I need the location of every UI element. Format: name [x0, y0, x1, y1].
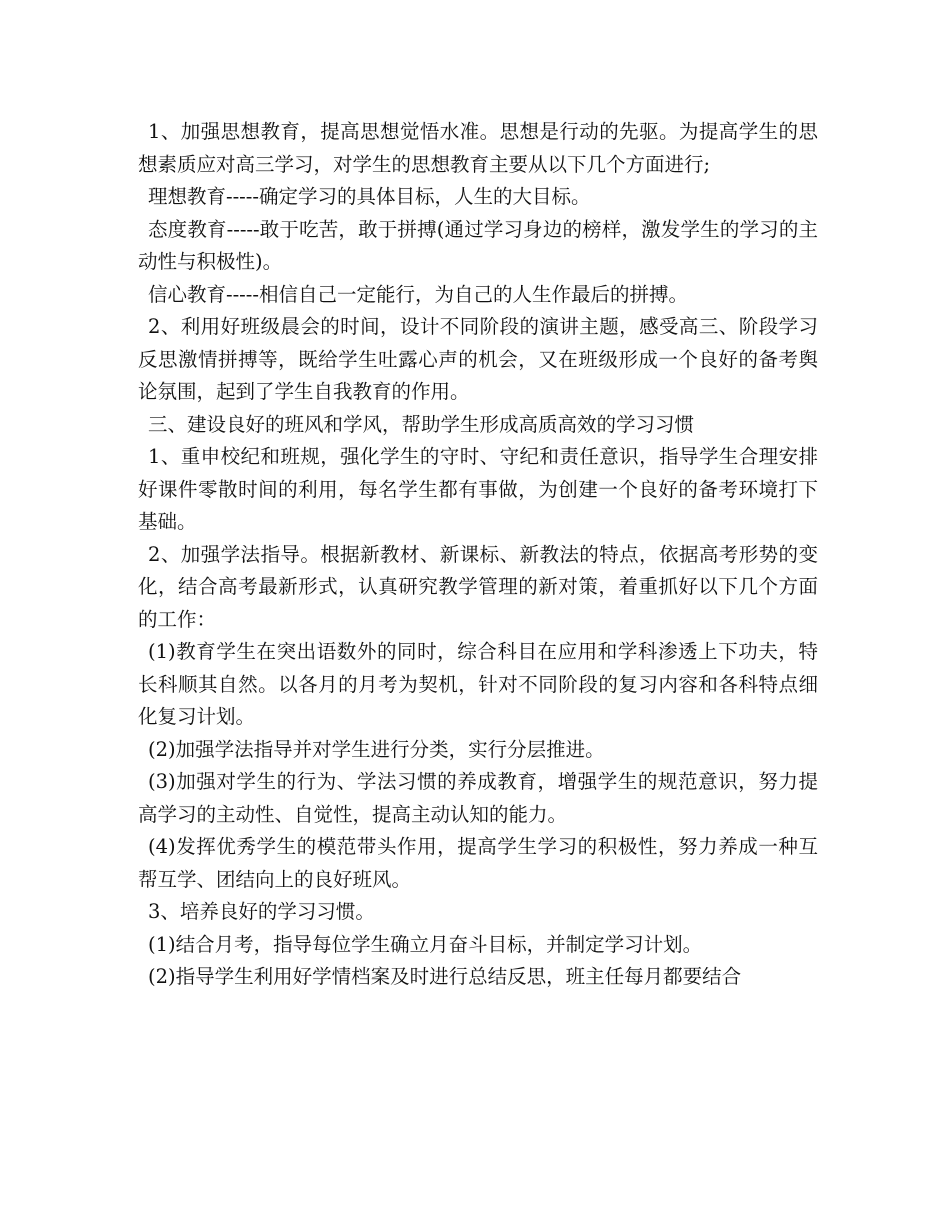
paragraph: 3、培养良好的学习习惯。 [148, 900, 375, 923]
paragraph: (1)结合月考，指导每位学生确立月奋斗目标，并制定学习计划。 [148, 932, 703, 956]
paragraph: 1、重申校纪和班规，强化学生的守时、守纪和责任意识，指导学生合理安排好课件零散时间的利用，每名学生都有事做，为创建一个良好的备考环境打下基础。 [138, 445, 818, 533]
paragraph: 2、加强学法指导。根据新教材、新课标、新教法的特点，依据高考形势的变化，结合高考最新形式，认真研究教学管理的新对策，着重抓好以下几个方面的工作： [138, 542, 818, 631]
paragraph: (4)发挥优秀学生的模范带头作用，提高学生学习的积极性，努力养成一种互帮互学、团结向上的良好班风。 [138, 835, 818, 891]
paragraph: (2)加强学法指导并对学生进行分类，实行分层推进。 [148, 737, 605, 761]
paragraph: 1、加强思想教育，提高思想觉悟水准。思想是行动的先驱。为提高学生的思想素质应对高三学习，对学生的思想教育主要从以下几个方面进行; [138, 120, 818, 176]
paragraph: 信心教育-----相信自己一定能行，为自己的人生作最后的拼搏。 [148, 282, 688, 306]
paragraph: (1)教育学生在突出语数外的同时，综合科目在应用和学科渗透上下功夫，特长科顺其自然。以各月的月考为契机，针对不同阶段的复习内容和各科特点细化复习计划。 [138, 640, 818, 728]
paragraph: 2、利用好班级晨会的时间，设计不同阶段的演讲主题，感受高三、阶段学习反思激情拼搏等，既给学生吐露心声的机会，又在班级形成一个良好的备考舆论氛围，起到了学生自我教育的作用。 [138, 315, 818, 403]
section-heading: 三、建设良好的班风和学风，帮助学生形成高质高效的学习习惯 [148, 412, 695, 436]
document-body [138, 116, 818, 994]
paragraph: 态度教育-----敢于吃苦，敢于拼搏(通过学习身边的榜样，激发学生的学习的主动性与积极性)。 [138, 217, 818, 273]
paragraph: 理想教育-----确定学习的具体目标，人生的大目标。 [148, 185, 591, 208]
paragraph: (3)加强对学生的行为、学法习惯的养成教育，增强学生的规范意识，努力提高学习的主动性、自觉性，提高主动认知的能力。 [138, 770, 818, 826]
paragraph: (2)指导学生利用好学情档案及时进行总结反思，班主任每月都要结合 [148, 965, 742, 988]
